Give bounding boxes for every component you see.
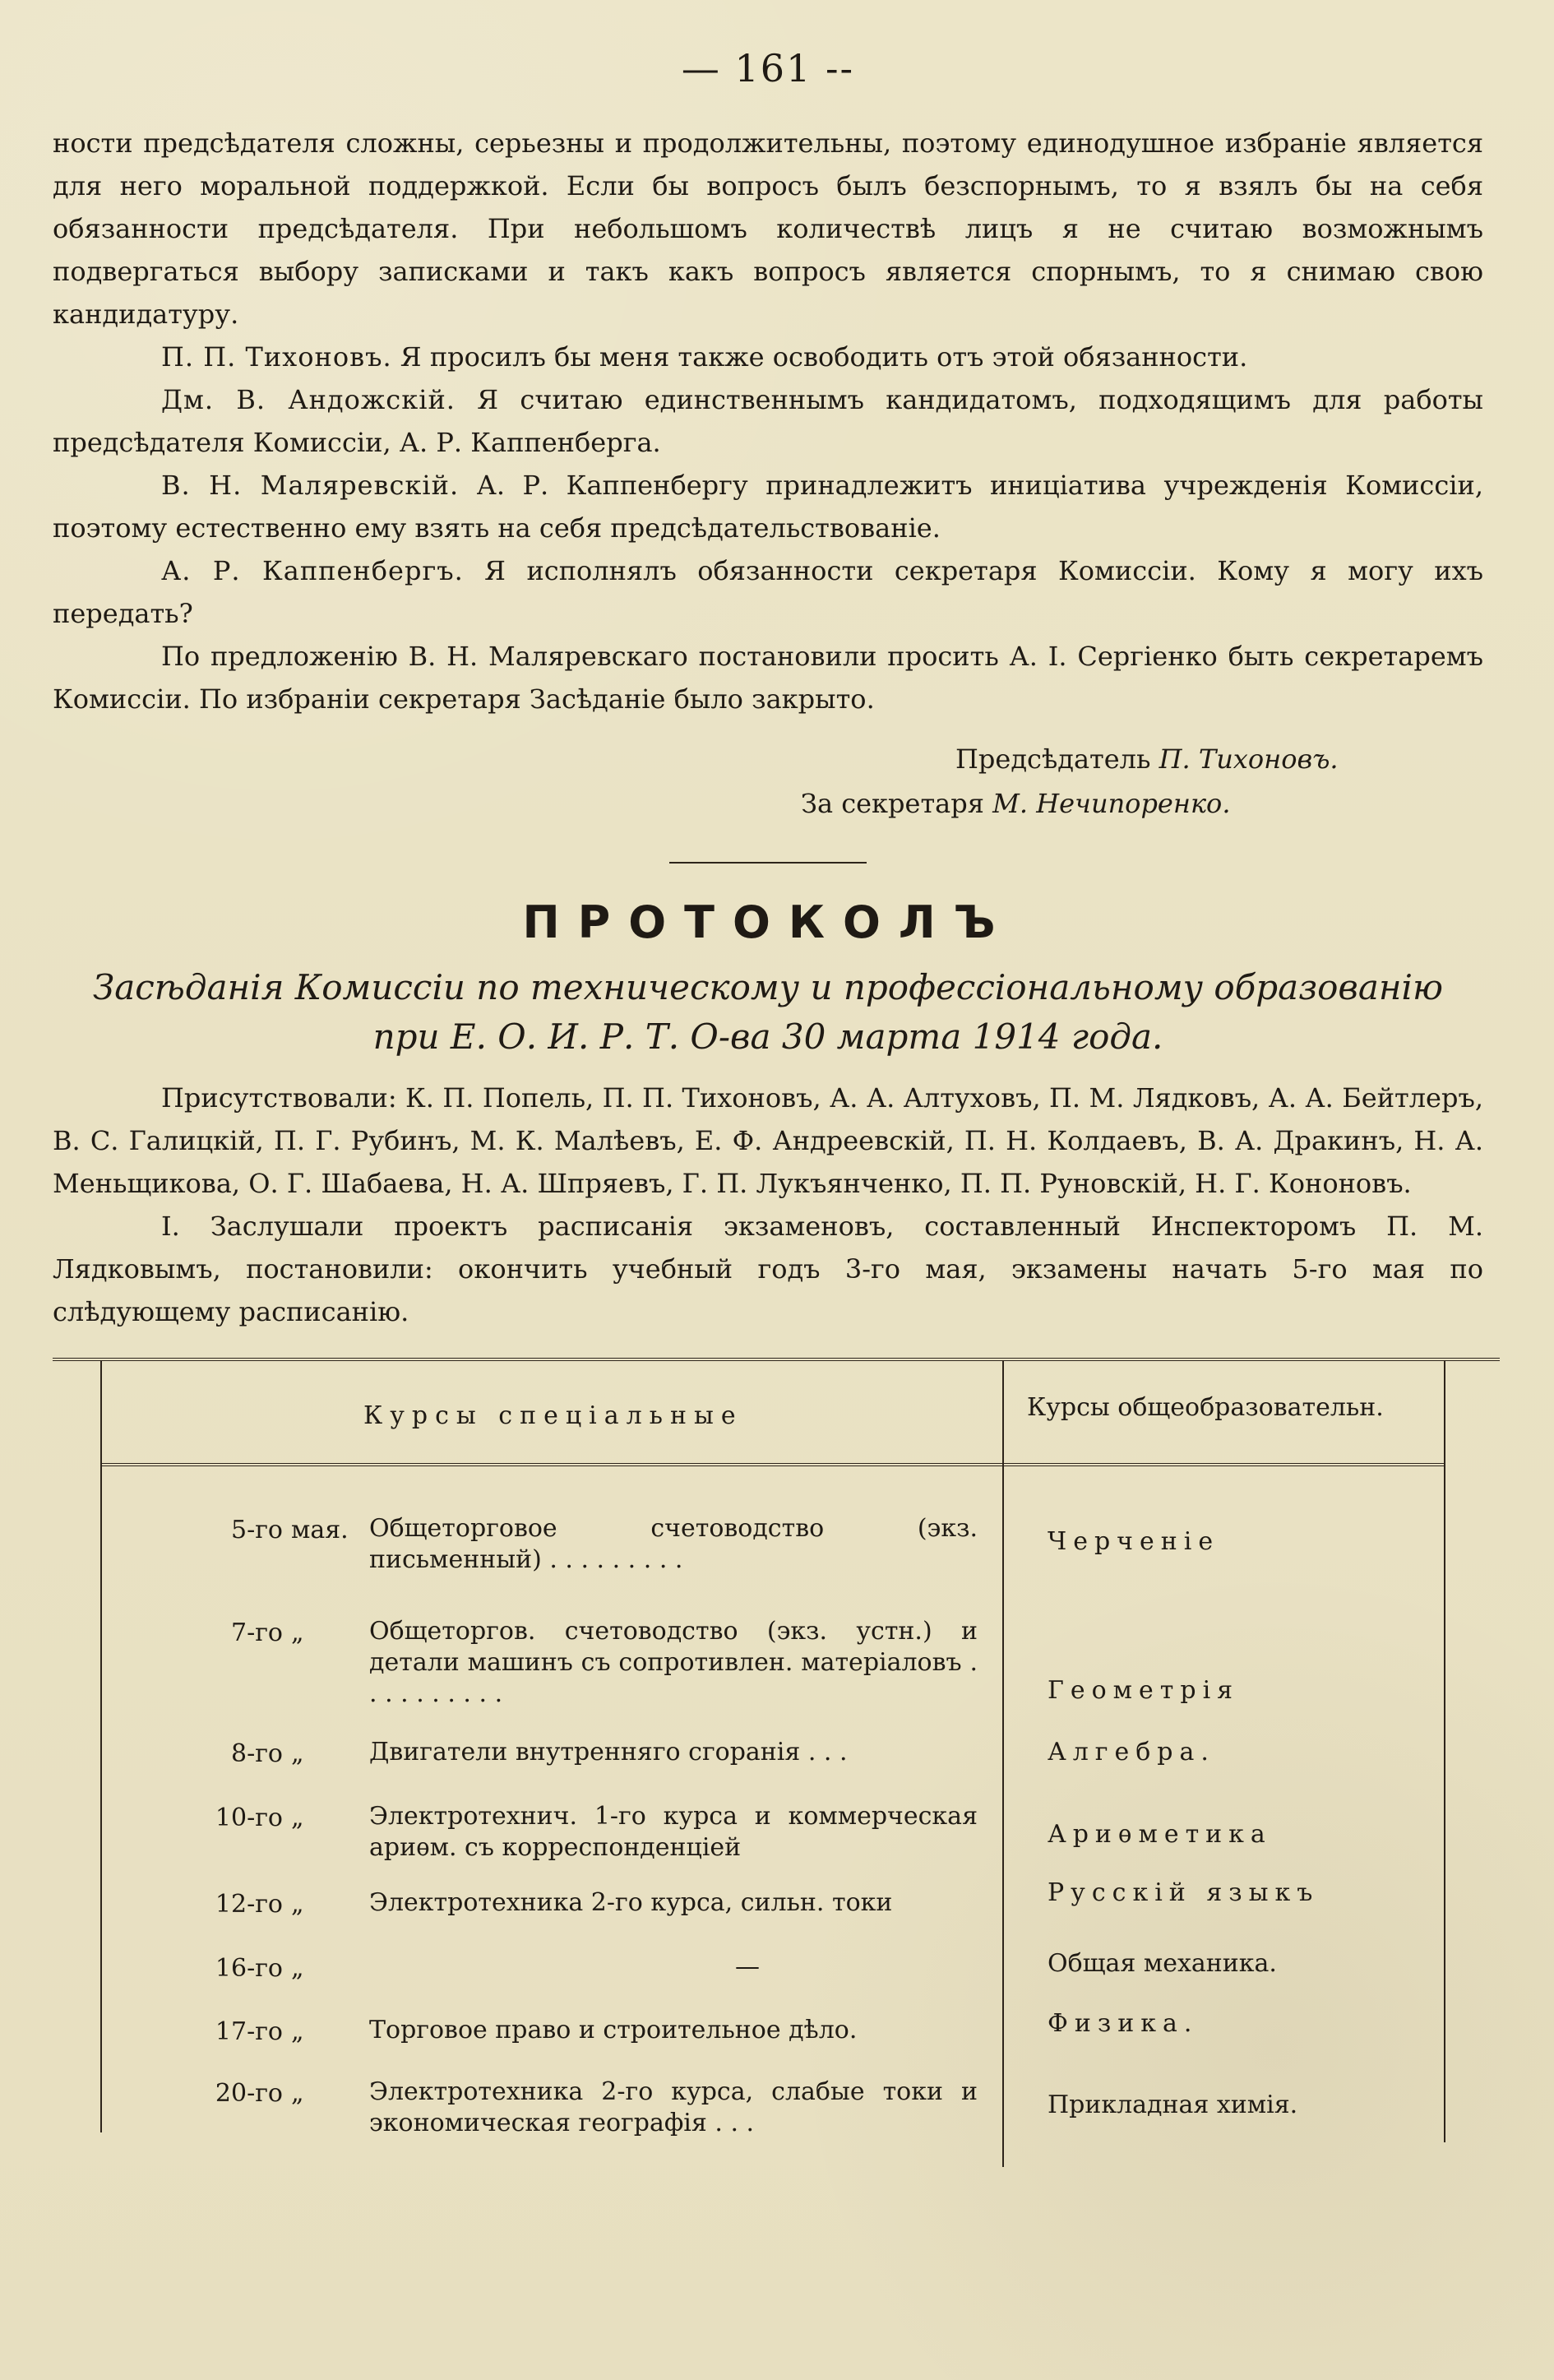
exam-month: „	[291, 1954, 304, 1983]
exam-date: 12-го	[215, 1890, 283, 1919]
general-course-entry: Черченіе	[1048, 1527, 1220, 1556]
speaker-name: П. П. Тихоновъ.	[161, 341, 392, 373]
exam-month: „	[291, 1804, 304, 1832]
intro-paragraph: ности предсѣдателя сложны, серьезны и продолжительны, поэтому единодушное избраніе является для него моральной поддержкой. Если бы вопросъ былъ безспорнымъ, то я взялъ бы на себя обязанности предсѣдателя. При небольшомъ количествѣ лицъ я не считаю возможнымъ подвергаться выбору записками и такъ какъ вопросъ является спорнымъ, то я снимаю свою кандидатуру.	[53, 127, 1483, 330]
signature-role: За секретаря	[801, 788, 984, 819]
general-courses-header: Курсы общеобразовательн.	[1027, 1393, 1384, 1422]
signature-block	[801, 737, 1426, 826]
exam-date: 8-го	[230, 1739, 283, 1768]
statement-text: Я просилъ бы меня также освободить отъ этой обязанности.	[400, 341, 1248, 373]
table-left-rule	[100, 1361, 102, 2132]
speaker-name: В. Н. Маляревскій.	[161, 470, 460, 501]
exam-date: 16-го	[215, 1954, 283, 1983]
exam-date: 10-го	[215, 1804, 283, 1832]
general-course-entry: Физика.	[1048, 2009, 1199, 2038]
special-course-entry: Двигатели внутренняго сгоранія . . .	[369, 1738, 848, 1766]
table-right-rule	[1444, 1361, 1445, 2142]
general-course-entry: Геометрія	[1048, 1676, 1240, 1705]
statement-tikhonov	[53, 336, 1483, 378]
general-course-entry: Прикладная химія.	[1048, 2091, 1298, 2119]
exam-month: „	[291, 1890, 304, 1919]
special-courses-header: Курсы спеціальные	[363, 1401, 743, 1430]
exam-resolution-paragraph: I. Заслушали проектъ расписанія экзаменовъ, составленный Инспекторомъ П. М. Лядковымъ, постановили: окончить учебный годъ 3-го мая, экзамены начать 5-го мая по слѣдующему расписанію.	[53, 1211, 1483, 1327]
exam-month: „	[291, 2079, 304, 2108]
exam-date: 17-го	[215, 2017, 283, 2046]
secretary-signature	[801, 781, 1426, 826]
protocol-subtitle	[53, 963, 1483, 1062]
general-course-entry: Общая механика.	[1048, 1949, 1277, 1978]
special-course-entry: Общеторгов. счетоводство (экз. устн.) и детали машинъ съ сопротивлен. матеріаловъ . . . . . . . . . .	[369, 1617, 978, 1708]
chairman-signature	[801, 737, 1426, 781]
protocol-title: ПРОТОКОЛЪ	[522, 896, 1014, 948]
special-course-entry: Торговое право и строительное дѣло.	[369, 2016, 858, 2044]
general-course-entry: Русскій языкъ	[1048, 1878, 1320, 1907]
signature-name: М. Нечипоренко.	[992, 788, 1231, 819]
exam-date: 20-го	[215, 2079, 283, 2108]
special-course-entry: Электротехника 2-го курса, сильн. токи	[369, 1888, 893, 1917]
statement-malyarevsky	[53, 464, 1483, 549]
general-course-entry: Алгебра.	[1048, 1738, 1215, 1766]
statement-andozhsky	[53, 378, 1483, 464]
protocol-subtitle-line-2: при Е. О. И. Р. Т. О-ва 30 марта 1914 года.	[372, 1016, 1163, 1057]
special-course-entry: Общеторговое счетоводство (экз. письменный) . . . . . . . . .	[369, 1514, 978, 1574]
exam-month: „	[291, 1739, 304, 1768]
signature-name: П. Тихоновъ.	[1159, 743, 1339, 775]
attendance-paragraph: Присутствовали: К. П. Попель, П. П. Тихоновъ, А. А. Алтуховъ, П. М. Лядковъ, А. А. Бейтлеръ, В. С. Галицкій, П. Г. Рубинъ, М. К. Малѣевъ, Е. Ф. Андреевскій, П. Н. Колдаевъ, В. А. Дракинъ, Н. А. Меньщикова, О. Г. Шабаева, Н. А. Шпряевъ, Г. П. Лукъянченко, П. П. Руновскій, Н. Г. Кононовъ.	[53, 1082, 1483, 1199]
exam-month: мая.	[291, 1516, 349, 1544]
protocol-subtitle-line-1: Засѣданія Комиссіи по техническому и профессіональному образованію	[93, 967, 1443, 1007]
exam-month: „	[291, 2017, 304, 2046]
statement-text: Я считаю единственнымъ кандидатомъ, подходящимъ для работы предсѣдателя Комиссіи, А. Р. Каппенберга.	[53, 384, 1484, 458]
special-course-entry: —	[735, 1952, 760, 1981]
section-separator	[669, 862, 867, 864]
page-number: — 161 --	[681, 46, 855, 90]
speaker-name: Дм. В. Андожскій.	[161, 384, 456, 415]
closing-resolution: По предложенію В. Н. Маляревскаго постановили просить А. І. Сергіенко быть секретаремъ Комиссіи. По избраніи секретаря Засѣданіе было закрыто.	[53, 641, 1483, 715]
statement-text: Я исполнялъ обязанности секретаря Комиссіи. Кому я могу ихъ передать?	[53, 555, 1483, 629]
statement-kappenberg	[53, 549, 1483, 635]
table-header-rule	[100, 1463, 1444, 1466]
table-column-divider	[1002, 1361, 1004, 2167]
signature-role: Предсѣдатель	[955, 743, 1151, 775]
exam-schedule-table	[53, 1358, 1500, 2262]
speaker-name: А. Р. Каппенбергъ.	[161, 555, 464, 586]
exam-date: 5-го	[230, 1516, 283, 1544]
special-course-entry: Электротехника 2-го курса, слабые токи и экономическая географія . . .	[369, 2077, 978, 2137]
general-course-entry: Ариѳметика	[1048, 1820, 1272, 1849]
statement-text: А. Р. Каппенбергу принадлежитъ иниціатива учрежденія Комиссіи, поэтому естественно ему взять на себя предсѣдательствованіе.	[53, 470, 1483, 544]
special-course-entry: Электротехнич. 1-го курса и коммерческая ариѳм. съ корреспонденціей	[369, 1802, 978, 1862]
exam-month: „	[291, 1618, 304, 1647]
exam-date: 7-го	[230, 1618, 283, 1647]
